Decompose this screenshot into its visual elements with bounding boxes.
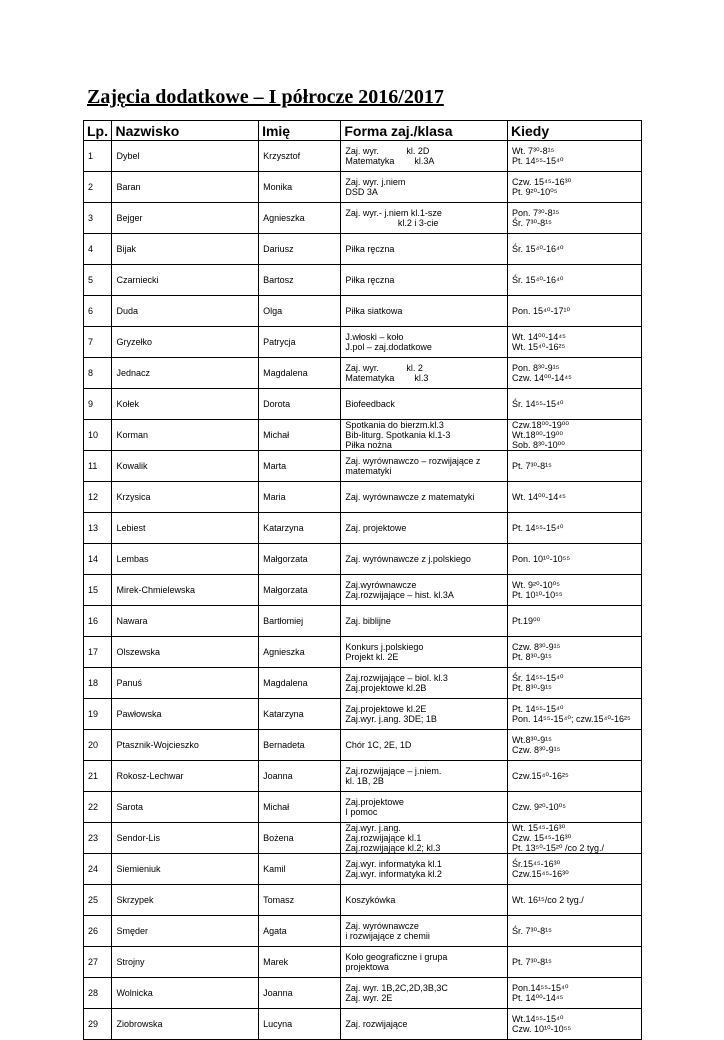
cell-forma-line: Zaj. wyr. kl. 2D [345, 146, 430, 156]
cell-imie: Agata [259, 916, 341, 947]
cell-kiedy-line: Pt. 14⁵⁵-15⁴⁰ [512, 523, 564, 533]
cell-kiedy-line: Czw. 15⁴⁵-16³⁰ [512, 833, 572, 843]
table-body [84, 141, 642, 1040]
cell-lp: 28 [84, 978, 112, 1009]
cell-kiedy-line: Pon. 15⁴⁰-17¹⁰ [512, 306, 571, 316]
cell-lp: 16 [84, 606, 112, 637]
cell-kiedy [508, 947, 642, 978]
cell-kiedy [508, 141, 642, 172]
cell-nazwisko: Nawara [112, 606, 259, 637]
cell-forma-line: Zaj.wyrównawcze [345, 580, 417, 590]
cell-nazwisko: Kołek [112, 389, 259, 420]
cell-kiedy-line: Wt.8³⁰-9¹⁵ [512, 735, 552, 745]
cell-nazwisko: Lembas [112, 544, 259, 575]
cell-kiedy [508, 327, 642, 358]
cell-lp: 13 [84, 513, 112, 544]
cell-forma-line: Biofeedback [345, 399, 395, 409]
cell-imie: Bartłomiej [259, 606, 341, 637]
cell-kiedy [508, 172, 642, 203]
cell-nazwisko: Czarniecki [112, 265, 259, 296]
table-row [84, 296, 642, 327]
cell-imie: Kamil [259, 854, 341, 885]
cell-forma-line: kl. 1B, 2B [345, 776, 384, 786]
cell-kiedy [508, 916, 642, 947]
table-row [84, 978, 642, 1009]
cell-forma-line: Zaj.wyr. informatyka kl.1 [345, 859, 442, 869]
cell-lp: 15 [84, 575, 112, 606]
cell-imie: Bernadeta [259, 730, 341, 761]
cell-forma-line: Zaj. rozwijające [345, 1019, 408, 1029]
table-row [84, 420, 642, 451]
cell-lp: 29 [84, 1009, 112, 1040]
cell-forma [341, 358, 508, 389]
cell-lp: 5 [84, 265, 112, 296]
cell-forma-line: Zaj. wyr.- j.niem kl.1-sze [345, 208, 442, 218]
cell-nazwisko: Bijak [112, 234, 259, 265]
table-row [84, 761, 642, 792]
cell-lp: 18 [84, 668, 112, 699]
cell-forma-line: Zaj.wyr. informatyka kl.2 [345, 869, 442, 879]
cell-kiedy-line: Wt. 9²⁰-10⁰⁵ [512, 580, 560, 590]
cell-nazwisko: Krzysica [112, 482, 259, 513]
cell-nazwisko: Kowalik [112, 451, 259, 482]
cell-forma [341, 854, 508, 885]
cell-forma-line: DSD 3A [345, 187, 378, 197]
cell-imie: Marek [259, 947, 341, 978]
cell-forma [341, 792, 508, 823]
cell-nazwisko: Rokosz-Lechwar [112, 761, 259, 792]
cell-forma-line: Zaj.projektowe [345, 797, 404, 807]
cell-forma-line: Zaj.projektowe kl.2E [345, 704, 427, 714]
cell-imie: Małgorzata [259, 575, 341, 606]
cell-forma-line: Zaj.rozwijające kl.1 [345, 833, 422, 843]
cell-nazwisko: Smęder [112, 916, 259, 947]
table-row [84, 172, 642, 203]
cell-imie: Bartosz [259, 265, 341, 296]
cell-nazwisko: Dybel [112, 141, 259, 172]
cell-kiedy [508, 823, 642, 854]
table-row [84, 451, 642, 482]
cell-lp: 23 [84, 823, 112, 854]
cell-forma [341, 637, 508, 668]
cell-lp: 27 [84, 947, 112, 978]
table-header-row [84, 121, 642, 141]
cell-kiedy-line: Pt. 14⁵⁵-15⁴⁰ [512, 156, 564, 166]
cell-imie: Agnieszka [259, 637, 341, 668]
table-row [84, 699, 642, 730]
cell-forma-line: Zaj. wyrównawcze z j.polskiego [345, 554, 471, 564]
cell-forma [341, 420, 508, 451]
cell-imie: Małgorzata [259, 544, 341, 575]
cell-kiedy [508, 544, 642, 575]
table-row [84, 916, 642, 947]
table-row [84, 482, 642, 513]
cell-forma [341, 885, 508, 916]
cell-forma-line: Zaj.projektowe kl.2B [345, 683, 427, 693]
cell-kiedy-line: Czw.15⁴⁵-16³⁰ [512, 869, 569, 879]
cell-forma [341, 668, 508, 699]
table-row [84, 637, 642, 668]
cell-kiedy-line: Czw. 8³⁰-9¹⁵ [512, 745, 561, 755]
cell-nazwisko: Gryzełko [112, 327, 259, 358]
cell-forma-line: Koszykówka [345, 895, 396, 905]
table-row [84, 606, 642, 637]
table-row [84, 947, 642, 978]
cell-imie: Magdalena [259, 358, 341, 389]
cell-imie: Katarzyna [259, 699, 341, 730]
cell-imie: Agnieszka [259, 203, 341, 234]
cell-forma-line: Zaj. projektowe [345, 523, 407, 533]
cell-imie: Monika [259, 172, 341, 203]
table-row [84, 265, 642, 296]
cell-kiedy [508, 575, 642, 606]
cell-imie: Michał [259, 792, 341, 823]
cell-forma-line: Spotkania do bierzm.kl.3 [345, 420, 444, 430]
cell-forma [341, 482, 508, 513]
cell-kiedy-line: Wt. 14⁰⁰-14⁴⁵ [512, 332, 566, 342]
cell-nazwisko: Mirek-Chmielewska [112, 575, 259, 606]
cell-forma [341, 730, 508, 761]
table-row [84, 668, 642, 699]
cell-forma-line: Zaj. wyr. 2E [345, 993, 393, 1003]
cell-kiedy-line: Wt. 7³⁰-8¹⁵ [512, 146, 555, 156]
cell-imie: Joanna [259, 761, 341, 792]
cell-nazwisko: Sarota [112, 792, 259, 823]
cell-forma [341, 389, 508, 420]
cell-nazwisko: Duda [112, 296, 259, 327]
table-row [84, 730, 642, 761]
table-row [84, 203, 642, 234]
header-kiedy: Kiedy [508, 121, 642, 141]
cell-kiedy-line: Śr. 7³⁰-8¹⁵ [512, 926, 552, 936]
cell-forma [341, 761, 508, 792]
cell-kiedy-line: Śr. 15⁴⁰-16⁴⁰ [512, 275, 564, 285]
cell-lp: 22 [84, 792, 112, 823]
cell-kiedy-line: Wt. 14⁰⁰-14⁴⁵ [512, 492, 566, 502]
cell-kiedy-line: Pt. 14⁰⁰-14⁴⁵ [512, 993, 564, 1003]
cell-nazwisko: Panuś [112, 668, 259, 699]
cell-forma [341, 699, 508, 730]
cell-forma [341, 172, 508, 203]
cell-forma-line: J.pol – zaj.dodatkowe [345, 342, 432, 352]
cell-forma-line: J.włoski – koło [345, 332, 404, 342]
cell-imie: Tomasz [259, 885, 341, 916]
table-row [84, 358, 642, 389]
cell-forma-line: Piłka ręczna [345, 275, 395, 285]
cell-kiedy [508, 854, 642, 885]
cell-forma-line: Zaj.rozwijające kl.2; kl.3 [345, 843, 441, 853]
cell-imie: Maria [259, 482, 341, 513]
cell-kiedy [508, 730, 642, 761]
cell-kiedy [508, 482, 642, 513]
cell-nazwisko: Wolnicka [112, 978, 259, 1009]
cell-imie: Dorota [259, 389, 341, 420]
cell-kiedy [508, 978, 642, 1009]
cell-forma [341, 513, 508, 544]
cell-imie: Krzysztof [259, 141, 341, 172]
cell-kiedy-line: Czw. 9²⁰-10⁰⁵ [512, 802, 566, 812]
cell-nazwisko: Olszewska [112, 637, 259, 668]
cell-lp: 14 [84, 544, 112, 575]
cell-kiedy [508, 761, 642, 792]
cell-kiedy [508, 885, 642, 916]
cell-forma-line: Chór 1C, 2E, 1D [345, 740, 412, 750]
cell-kiedy-line: Pt. 8³⁰-9¹⁵ [512, 683, 552, 693]
cell-forma-line: Piłka siatkowa [345, 306, 403, 316]
cell-kiedy-line: Czw. 8³⁰-9¹⁵ [512, 642, 561, 652]
cell-imie: Olga [259, 296, 341, 327]
cell-imie: Katarzyna [259, 513, 341, 544]
cell-kiedy [508, 296, 642, 327]
cell-forma-line: Bib-liturg. Spotkania kl.1-3 [345, 430, 451, 440]
header-lp: Lp. [84, 121, 112, 141]
table-row [84, 141, 642, 172]
cell-forma [341, 234, 508, 265]
cell-kiedy-line: Pt. 7³⁰-8¹⁵ [512, 957, 552, 967]
cell-forma [341, 327, 508, 358]
cell-nazwisko: Baran [112, 172, 259, 203]
cell-kiedy [508, 265, 642, 296]
cell-lp: 4 [84, 234, 112, 265]
cell-kiedy-line: Pon. 14⁵⁵-15⁴⁰; czw.15⁴⁰-16²⁵ [512, 714, 631, 724]
cell-forma [341, 916, 508, 947]
table-row [84, 575, 642, 606]
cell-forma [341, 451, 508, 482]
cell-imie: Marta [259, 451, 341, 482]
cell-lp: 9 [84, 389, 112, 420]
cell-forma-line: Zaj.rozwijające – biol. kl.3 [345, 673, 448, 683]
cell-nazwisko: Ptasznik-Wojcieszko [112, 730, 259, 761]
cell-forma-line: Matematyka kl.3A [345, 156, 435, 166]
table-row [84, 513, 642, 544]
cell-kiedy-line: Śr. 14⁵⁵-15⁴⁰ [512, 399, 564, 409]
cell-kiedy-line: Sob. 8³⁰-10⁰⁰ [512, 440, 565, 450]
cell-kiedy-line: Czw. 10¹⁰-10⁵⁵ [512, 1024, 572, 1034]
schedule-table [83, 120, 642, 1040]
cell-forma-line: I pomoc [345, 807, 378, 817]
cell-lp: 26 [84, 916, 112, 947]
cell-forma-line: Koło geograficzne i grupa [345, 952, 448, 962]
cell-kiedy-line: Pt. 7³⁰-8¹⁵ [512, 461, 552, 471]
cell-kiedy [508, 699, 642, 730]
cell-kiedy-line: Pon. 7³⁰-8¹⁵ [512, 208, 560, 218]
cell-kiedy-line: Pon. 10¹⁰-10⁵⁵ [512, 554, 571, 564]
cell-lp: 24 [84, 854, 112, 885]
cell-kiedy-line: Pt. 8³⁰-9¹⁵ [512, 652, 552, 662]
cell-forma [341, 296, 508, 327]
cell-forma-line: Zaj.rozwijające – j.niem. [345, 766, 442, 776]
cell-nazwisko: Jednacz [112, 358, 259, 389]
cell-kiedy-line: Pon.14⁵⁵-15⁴⁰ [512, 983, 569, 993]
cell-lp: 1 [84, 141, 112, 172]
cell-kiedy-line: Czw.15⁴⁰-16²⁵ [512, 771, 569, 781]
header-imie: Imię [259, 121, 341, 141]
cell-forma-line: Zaj.wyr. j.ang. [345, 823, 401, 833]
cell-forma-line: kl.2 i 3-cie [345, 218, 439, 228]
cell-lp: 11 [84, 451, 112, 482]
cell-kiedy [508, 420, 642, 451]
cell-kiedy-line: Wt.14⁵⁵-15⁴⁰ [512, 1014, 564, 1024]
cell-forma [341, 606, 508, 637]
cell-lp: 25 [84, 885, 112, 916]
cell-forma-line: Zaj. wyr. kl. 2 [345, 363, 423, 373]
cell-kiedy-line: Śr. 7³⁰-8¹⁵ [512, 218, 552, 228]
table-row [84, 885, 642, 916]
cell-lp: 3 [84, 203, 112, 234]
table-row [84, 792, 642, 823]
cell-kiedy-line: Czw.18⁰⁰-19⁰⁰ [512, 420, 569, 430]
cell-kiedy-line: Czw. 14⁰⁰-14⁴⁵ [512, 373, 572, 383]
cell-kiedy [508, 358, 642, 389]
cell-forma [341, 978, 508, 1009]
cell-kiedy [508, 234, 642, 265]
cell-kiedy-line: Pon. 8³⁰-9¹⁵ [512, 363, 560, 373]
cell-imie: Bożena [259, 823, 341, 854]
cell-lp: 19 [84, 699, 112, 730]
cell-kiedy-line: Wt. 16¹⁵/co 2 tyg./ [512, 895, 584, 905]
table-row [84, 327, 642, 358]
cell-kiedy [508, 668, 642, 699]
cell-forma-line: Zaj. wyrównawcze [345, 921, 419, 931]
cell-forma [341, 141, 508, 172]
cell-kiedy [508, 1009, 642, 1040]
cell-imie: Patrycja [259, 327, 341, 358]
cell-nazwisko: Siemieniuk [112, 854, 259, 885]
cell-lp: 17 [84, 637, 112, 668]
cell-nazwisko: Ziobrowska [112, 1009, 259, 1040]
cell-forma [341, 575, 508, 606]
cell-forma [341, 1009, 508, 1040]
cell-lp: 21 [84, 761, 112, 792]
cell-nazwisko: Lebiest [112, 513, 259, 544]
cell-nazwisko: Bejger [112, 203, 259, 234]
cell-kiedy [508, 792, 642, 823]
cell-imie: Joanna [259, 978, 341, 1009]
cell-forma-line: Zaj. wyrównawcze z matematyki [345, 492, 475, 502]
table-row [84, 544, 642, 575]
cell-imie: Michał [259, 420, 341, 451]
cell-forma-line: Zaj.rozwijające – hist. kl.3A [345, 590, 454, 600]
cell-kiedy [508, 513, 642, 544]
page-title: Zajęcia dodatkowe – I półrocze 2016/2017 [87, 86, 444, 108]
cell-kiedy-line: Pt.19⁰⁰ [512, 616, 541, 626]
cell-forma [341, 823, 508, 854]
cell-nazwisko: Pawłowska [112, 699, 259, 730]
cell-forma-line: Matematyka kl.3 [345, 373, 429, 383]
cell-forma-line: Konkurs j.polskiego [345, 642, 424, 652]
cell-kiedy-line: Śr. 15⁴⁰-16⁴⁰ [512, 244, 564, 254]
header-nazwisko: Nazwisko [112, 121, 259, 141]
cell-kiedy [508, 389, 642, 420]
cell-imie: Magdalena [259, 668, 341, 699]
cell-forma-line: Zaj. wyrównawczo – rozwijające z [345, 456, 481, 466]
cell-kiedy [508, 203, 642, 234]
cell-imie: Dariusz [259, 234, 341, 265]
cell-lp: 7 [84, 327, 112, 358]
table-row [84, 389, 642, 420]
cell-forma-line: Zaj. biblijne [345, 616, 391, 626]
cell-forma-line: matematyki [345, 466, 392, 476]
cell-forma-line: Zaj. wyr. 1B,2C,2D,3B,3C [345, 983, 448, 993]
cell-forma-line: Piłka ręczna [345, 244, 395, 254]
cell-forma [341, 544, 508, 575]
cell-kiedy-line: Czw. 15⁴⁵-16³⁰ [512, 177, 572, 187]
table-row [84, 823, 642, 854]
cell-lp: 12 [84, 482, 112, 513]
cell-kiedy [508, 606, 642, 637]
cell-kiedy-line: Pt. 10¹⁰-10⁵⁵ [512, 590, 563, 600]
cell-forma-line: Zaj.wyr. j.ang. 3DE; 1B [345, 714, 437, 724]
cell-nazwisko: Korman [112, 420, 259, 451]
cell-forma-line: Projekt kl. 2E [345, 652, 399, 662]
cell-kiedy-line: Wt. 15⁴⁵-16³⁰ [512, 823, 566, 833]
cell-lp: 10 [84, 420, 112, 451]
cell-nazwisko: Sendor-Lis [112, 823, 259, 854]
cell-forma [341, 947, 508, 978]
cell-kiedy [508, 637, 642, 668]
cell-lp: 6 [84, 296, 112, 327]
cell-forma-line: Zaj. wyr. j.niem [345, 177, 406, 187]
table-row [84, 854, 642, 885]
cell-kiedy-line: Pt. 9²⁰-10⁰⁵ [512, 187, 558, 197]
cell-lp: 8 [84, 358, 112, 389]
cell-forma-line: i rozwijające z chemii [345, 931, 430, 941]
cell-forma-line: Piłka nożna [345, 440, 392, 450]
table-row [84, 1009, 642, 1040]
cell-nazwisko: Skrzypek [112, 885, 259, 916]
cell-kiedy-line: Śr.15⁴⁵-16³⁰ [512, 859, 561, 869]
cell-lp: 20 [84, 730, 112, 761]
cell-kiedy [508, 451, 642, 482]
cell-kiedy-line: Pt. 14⁵⁵-15⁴⁰ [512, 704, 564, 714]
cell-imie: Lucyna [259, 1009, 341, 1040]
table-row [84, 234, 642, 265]
header-forma: Forma zaj./klasa [341, 121, 508, 141]
cell-kiedy-line: Wt. 15⁴⁰-16²⁵ [512, 342, 566, 352]
cell-nazwisko: Strojny [112, 947, 259, 978]
cell-kiedy-line: Pt. 13⁵⁰-15²⁰ /co 2 tyg./ [512, 843, 604, 853]
cell-forma [341, 203, 508, 234]
cell-kiedy-line: Wt.18⁰⁰-19⁰⁰ [512, 430, 563, 440]
cell-kiedy-line: Śr. 14⁵⁵-15⁴⁰ [512, 673, 564, 683]
cell-forma-line: projektowa [345, 962, 389, 972]
cell-forma [341, 265, 508, 296]
cell-lp: 2 [84, 172, 112, 203]
